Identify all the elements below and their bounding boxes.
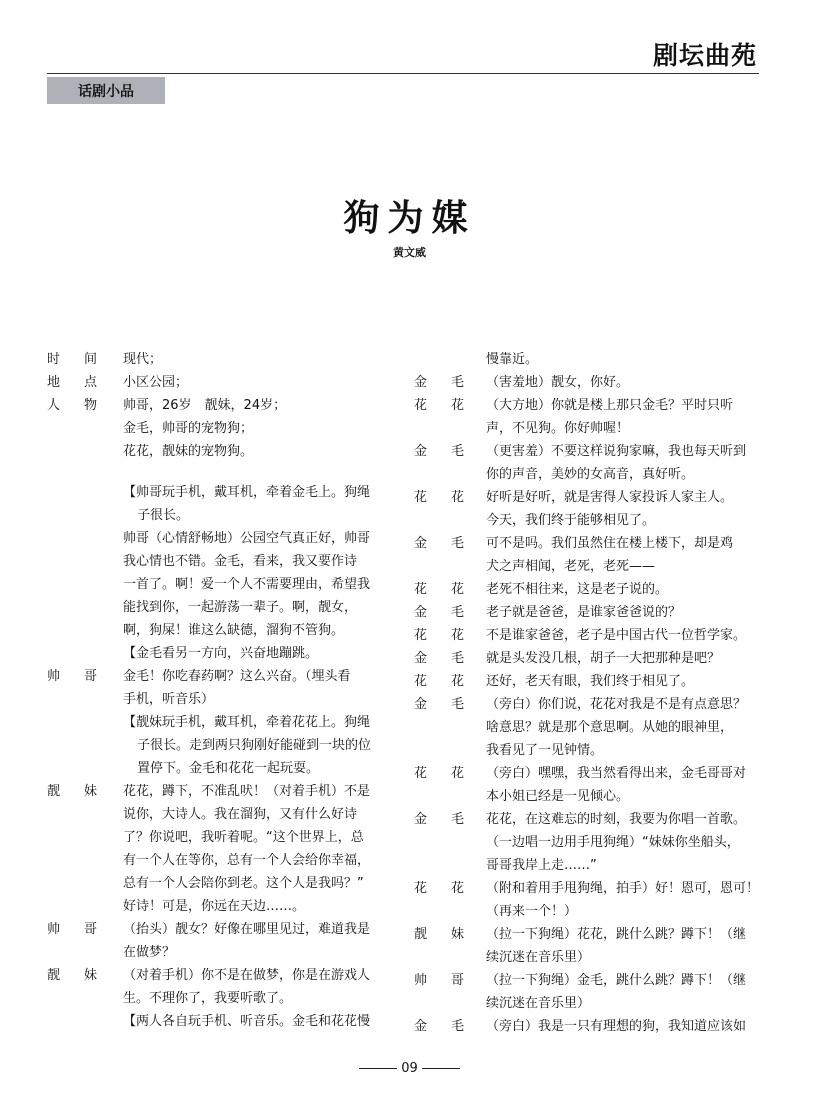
speaker-name xyxy=(414,371,464,394)
speaker-name xyxy=(414,923,464,946)
speaker-char: 金 xyxy=(414,1019,428,1034)
dialogue-text xyxy=(123,964,392,1010)
text-line: （附和着用手甩狗绳，拍手）好！恩可，恩可！ xyxy=(486,881,760,896)
speaker-char: 花 xyxy=(414,881,428,896)
text-line: 哥哥我岸上走……” xyxy=(486,858,597,873)
text-line: 不是谁家爸爸，老子是中国古代一位哲学家。 xyxy=(486,628,747,643)
speaker-name xyxy=(47,665,97,688)
dialogue-entry xyxy=(414,762,759,808)
text-line: 总有一个人会陪你到老。这个人是我吗？” xyxy=(123,876,364,891)
text-line: 啊，狗屎！谁这么缺德，溜狗不管狗。 xyxy=(123,623,345,638)
speaker-name xyxy=(414,647,464,670)
speaker-char: 金 xyxy=(414,605,428,620)
speaker-name xyxy=(414,808,464,831)
text-line: （对着手机）你不是在做梦，你是在游戏人 xyxy=(123,968,371,983)
speaker-char: 物 xyxy=(83,398,97,413)
text-line: 花花，靓妹的宠物狗。 xyxy=(123,444,254,459)
dialogue-text xyxy=(486,923,759,969)
dialogue-text xyxy=(486,532,759,578)
dialogue-text xyxy=(486,624,759,647)
text-line: （旁白）嘿嘿，我当然看得出来，金毛哥哥对 xyxy=(486,766,747,781)
dialogue-entry xyxy=(47,527,392,642)
page-number xyxy=(0,1061,819,1076)
speaker-char: 花 xyxy=(414,398,428,413)
speaker-char: 妹 xyxy=(450,927,464,942)
speaker-name xyxy=(414,762,464,785)
speaker-char: 花 xyxy=(414,674,428,689)
text-line: （害羞地）靓女，你好。 xyxy=(486,375,630,390)
speaker-char: 哥 xyxy=(83,669,97,684)
speaker-char: 哥 xyxy=(450,973,464,988)
text-line: 【金毛看另一方向，兴奋地蹦跳。 xyxy=(123,646,319,661)
speaker-char: 金 xyxy=(414,812,428,827)
speaker-char: 花 xyxy=(414,490,428,505)
speaker-char: 金 xyxy=(414,375,428,390)
dialogue-entry xyxy=(414,440,759,486)
speaker-name xyxy=(414,486,464,509)
dialogue-entry xyxy=(47,440,392,463)
speaker-char: 花 xyxy=(450,398,464,413)
text-line: （拉一下狗绳）花花，跳什么跳？蹲下！（继 xyxy=(486,927,747,942)
speaker-name xyxy=(47,964,97,987)
dialogue-text xyxy=(123,481,392,527)
text-line: 你的声音，美妙的女高音，真好听。 xyxy=(486,467,695,482)
text-line: 老死不相往来，这是老子说的。 xyxy=(486,582,669,597)
script-column-right xyxy=(414,348,759,1038)
speaker-char: 毛 xyxy=(450,444,464,459)
speaker-char: 花 xyxy=(450,881,464,896)
speaker-name xyxy=(414,969,464,992)
speaker-char: 帅 xyxy=(414,973,428,988)
text-line: 我心情也不错。金毛，看来，我又要作诗 xyxy=(123,554,358,569)
dialogue-entry xyxy=(414,532,759,578)
text-line: 就是头发没几根，胡子一大把那种是吧？ xyxy=(486,651,721,666)
dialogue-entry xyxy=(414,808,759,877)
speaker-char: 间 xyxy=(83,352,97,367)
text-line: 啥意思？就是那个意思啊。从她的眼神里， xyxy=(486,720,734,735)
text-line: 本小姐已经是一见倾心。 xyxy=(486,789,630,804)
dialogue-text xyxy=(486,371,759,394)
text-line: 【帅哥玩手机，戴耳机，牵着金毛上。狗绳 xyxy=(123,485,371,500)
speaker-char: 毛 xyxy=(450,812,464,827)
text-line: 可不是吗。我们虽然住在楼上楼下，却是鸡 xyxy=(486,536,734,551)
stage-direction xyxy=(47,1010,392,1033)
speaker-char: 毛 xyxy=(450,697,464,712)
dialogue-text xyxy=(123,394,392,417)
speaker-name xyxy=(414,394,464,417)
text-line: （一边唱一边用手甩狗绳）“妹妹你坐船头， xyxy=(486,835,740,850)
page-number-text: 09 xyxy=(401,1061,418,1076)
text-line: 帅哥（心情舒畅地）公园空气真正好，帅哥 xyxy=(123,531,371,546)
text-line: 好听是好听，就是害得人家投诉人家主人。 xyxy=(486,490,734,505)
text-line: 子很长。走到两只狗刚好能碰到一块的位 xyxy=(137,738,372,753)
dialogue-text xyxy=(486,808,759,877)
dialogue-text xyxy=(486,670,759,693)
text-line: 了？你说吧，我听着呢。“这个世界上，总 xyxy=(123,830,364,845)
dialogue-entry xyxy=(414,601,759,624)
speaker-char: 时 xyxy=(47,352,61,367)
stage-direction xyxy=(47,642,392,665)
dialogue-text xyxy=(486,647,759,670)
speaker-name xyxy=(414,578,464,601)
speaker-name xyxy=(414,670,464,693)
section-tag: 话剧小品 xyxy=(47,77,165,104)
speaker-char: 花 xyxy=(414,628,428,643)
speaker-char: 妹 xyxy=(83,784,97,799)
magazine-section-title: 剧坛曲苑 xyxy=(652,41,757,70)
dialogue-entry xyxy=(47,348,392,371)
speaker-name xyxy=(414,624,464,647)
speaker-char: 靓 xyxy=(47,784,61,799)
speaker-char: 金 xyxy=(414,444,428,459)
dialogue-text xyxy=(123,348,392,371)
speaker-char: 毛 xyxy=(450,605,464,620)
text-line: 子很长。 xyxy=(137,508,190,523)
text-line: 小区公园； xyxy=(123,375,189,390)
text-line: 说你，大诗人。我在溜狗，又有什么好诗 xyxy=(123,807,358,822)
speaker-char: 靓 xyxy=(47,968,61,983)
text-line: 续沉迷在音乐里） xyxy=(486,950,591,965)
dialogue-text xyxy=(486,969,759,1015)
speaker-char: 花 xyxy=(414,766,428,781)
dialogue-text xyxy=(123,711,392,780)
text-line: 在做梦？ xyxy=(123,945,176,960)
text-line: （拉一下狗绳）金毛，跳什么跳？蹲下！（继 xyxy=(486,973,747,988)
text-line: 金毛！你吃春药啊？这么兴奋。（埋头看 xyxy=(123,669,351,684)
speaker-char: 帅 xyxy=(47,922,61,937)
dialogue-entry xyxy=(414,348,759,371)
dialogue-text xyxy=(486,762,759,808)
text-line: （旁白）你们说，花花对我是不是有点意思？ xyxy=(486,697,747,712)
speaker-char: 花 xyxy=(450,674,464,689)
dialogue-text xyxy=(123,1010,392,1033)
speaker-char: 毛 xyxy=(450,536,464,551)
dialogue-entry xyxy=(47,417,392,440)
dialogue-entry xyxy=(414,486,759,532)
dialogue-text xyxy=(123,918,392,964)
text-line: （更害羞）不要这样说狗家嘛，我也每天听到 xyxy=(486,444,747,459)
speaker-char: 金 xyxy=(414,697,428,712)
text-line: 帅哥，26岁 靓妹，24岁； xyxy=(123,398,287,413)
text-line: （旁白）我是一只有理想的狗，我知道应该如 xyxy=(486,1019,747,1034)
dialogue-text xyxy=(486,486,759,532)
dialogue-entry xyxy=(414,371,759,394)
speaker-char: 花 xyxy=(450,582,464,597)
script-column-left xyxy=(47,348,392,1033)
speaker-char: 金 xyxy=(414,651,428,666)
text-line: 【两人各自玩手机、听音乐。金毛和花花慢 xyxy=(123,1014,371,1029)
speaker-name xyxy=(414,532,464,555)
text-line: 花花，蹲下，不准乱吠！（对着手机）不是 xyxy=(123,784,371,799)
speaker-char: 哥 xyxy=(83,922,97,937)
text-line: 还好，老天有眼，我们终于相见了。 xyxy=(486,674,695,689)
speaker-char: 花 xyxy=(450,766,464,781)
speaker-name xyxy=(414,1015,464,1038)
dialogue-text xyxy=(123,665,392,711)
speaker-char: 地 xyxy=(47,375,61,390)
text-line: 金毛，帅哥的宠物狗； xyxy=(123,421,254,436)
text-line: 慢靠近。 xyxy=(486,352,539,367)
text-line: 今天，我们终于能够相见了。 xyxy=(486,513,656,528)
dialogue-text xyxy=(123,642,392,665)
dialogue-entry xyxy=(414,693,759,762)
dialogue-entry xyxy=(47,665,392,711)
text-line: 犬之声相闻，老死，老死—— xyxy=(486,559,656,574)
header-rule xyxy=(47,73,759,74)
dialogue-entry xyxy=(414,394,759,440)
speaker-char: 点 xyxy=(83,375,97,390)
dialogue-entry xyxy=(414,923,759,969)
play-title: 狗为媒 xyxy=(343,198,476,239)
dialogue-entry xyxy=(47,780,392,918)
text-line: 一首了。啊！爱一个人不需要理由，希望我 xyxy=(123,577,371,592)
speaker-name xyxy=(414,693,464,716)
dialogue-text xyxy=(123,780,392,918)
text-line: 老子就是爸爸，是谁家爸爸说的？ xyxy=(486,605,682,620)
dialogue-text xyxy=(486,440,759,486)
dialogue-text xyxy=(486,394,759,440)
dialogue-entry xyxy=(414,578,759,601)
text-line: 花花，在这难忘的时刻，我要为你唱一首歌。 xyxy=(486,812,747,827)
text-line: 声，不见狗。你好帅喔！ xyxy=(486,421,630,436)
text-line: 我看见了一见钟情。 xyxy=(486,743,604,758)
speaker-char: 花 xyxy=(414,582,428,597)
speaker-name xyxy=(414,877,464,900)
speaker-name xyxy=(414,601,464,624)
text-line: 好诗！可是，你远在天边……。 xyxy=(123,899,306,914)
speaker-char: 人 xyxy=(47,398,61,413)
dialogue-text xyxy=(486,1015,759,1038)
dialogue-entry xyxy=(47,394,392,417)
dialogue-text xyxy=(123,527,392,642)
dialogue-entry xyxy=(47,918,392,964)
dialogue-entry xyxy=(414,877,759,923)
speaker-char: 妹 xyxy=(83,968,97,983)
speaker-name xyxy=(47,918,97,941)
dialogue-entry xyxy=(414,1015,759,1038)
dialogue-text xyxy=(486,877,759,923)
text-line: （抬头）靓女？好像在哪里见过，难道我是 xyxy=(123,922,371,937)
dialogue-text xyxy=(123,417,392,440)
author-name: 黄文威 xyxy=(393,246,426,259)
speaker-char: 帅 xyxy=(47,669,61,684)
dialogue-entry xyxy=(47,964,392,1010)
dialogue-entry xyxy=(414,647,759,670)
text-line: 手机，听音乐） xyxy=(123,692,215,707)
speaker-name xyxy=(414,440,464,463)
stage-direction xyxy=(47,711,392,780)
dialogue-entry xyxy=(47,371,392,394)
text-line: 能找到你，一起游荡一辈子。啊，靓女， xyxy=(123,600,358,615)
speaker-char: 金 xyxy=(414,536,428,551)
speaker-char: 毛 xyxy=(450,651,464,666)
speaker-name xyxy=(47,371,97,394)
text-line: 现代； xyxy=(123,352,163,367)
speaker-name xyxy=(47,394,97,417)
text-line: （再来一个！） xyxy=(486,904,578,919)
dialogue-entry xyxy=(414,670,759,693)
stage-direction xyxy=(47,481,392,527)
speaker-char: 花 xyxy=(450,628,464,643)
dialogue-entry xyxy=(414,969,759,1015)
dialogue-text xyxy=(486,578,759,601)
dialogue-text xyxy=(123,440,392,463)
speaker-char: 靓 xyxy=(414,927,428,942)
dialogue-entry xyxy=(414,624,759,647)
text-line: 置停下。金毛和花花一起玩耍。 xyxy=(137,761,320,776)
dialogue-text xyxy=(486,348,759,371)
text-line: 【靓妹玩手机，戴耳机，牵着花花上。狗绳 xyxy=(123,715,371,730)
dialogue-text xyxy=(486,693,759,762)
dialogue-text xyxy=(486,601,759,624)
speaker-char: 花 xyxy=(450,490,464,505)
speaker-name xyxy=(47,780,97,803)
dialogue-text xyxy=(123,371,392,394)
speaker-char: 毛 xyxy=(450,1019,464,1034)
speaker-char: 毛 xyxy=(450,375,464,390)
speaker-name xyxy=(47,348,97,371)
text-line: 有一个人在等你，总有一个人会给你幸福， xyxy=(123,853,371,868)
text-line: 续沉迷在音乐里） xyxy=(486,996,591,1011)
text-line: 生。不理你了，我要听歌了。 xyxy=(123,991,293,1006)
text-line: （大方地）你就是楼上那只金毛？平时只听 xyxy=(486,398,734,413)
